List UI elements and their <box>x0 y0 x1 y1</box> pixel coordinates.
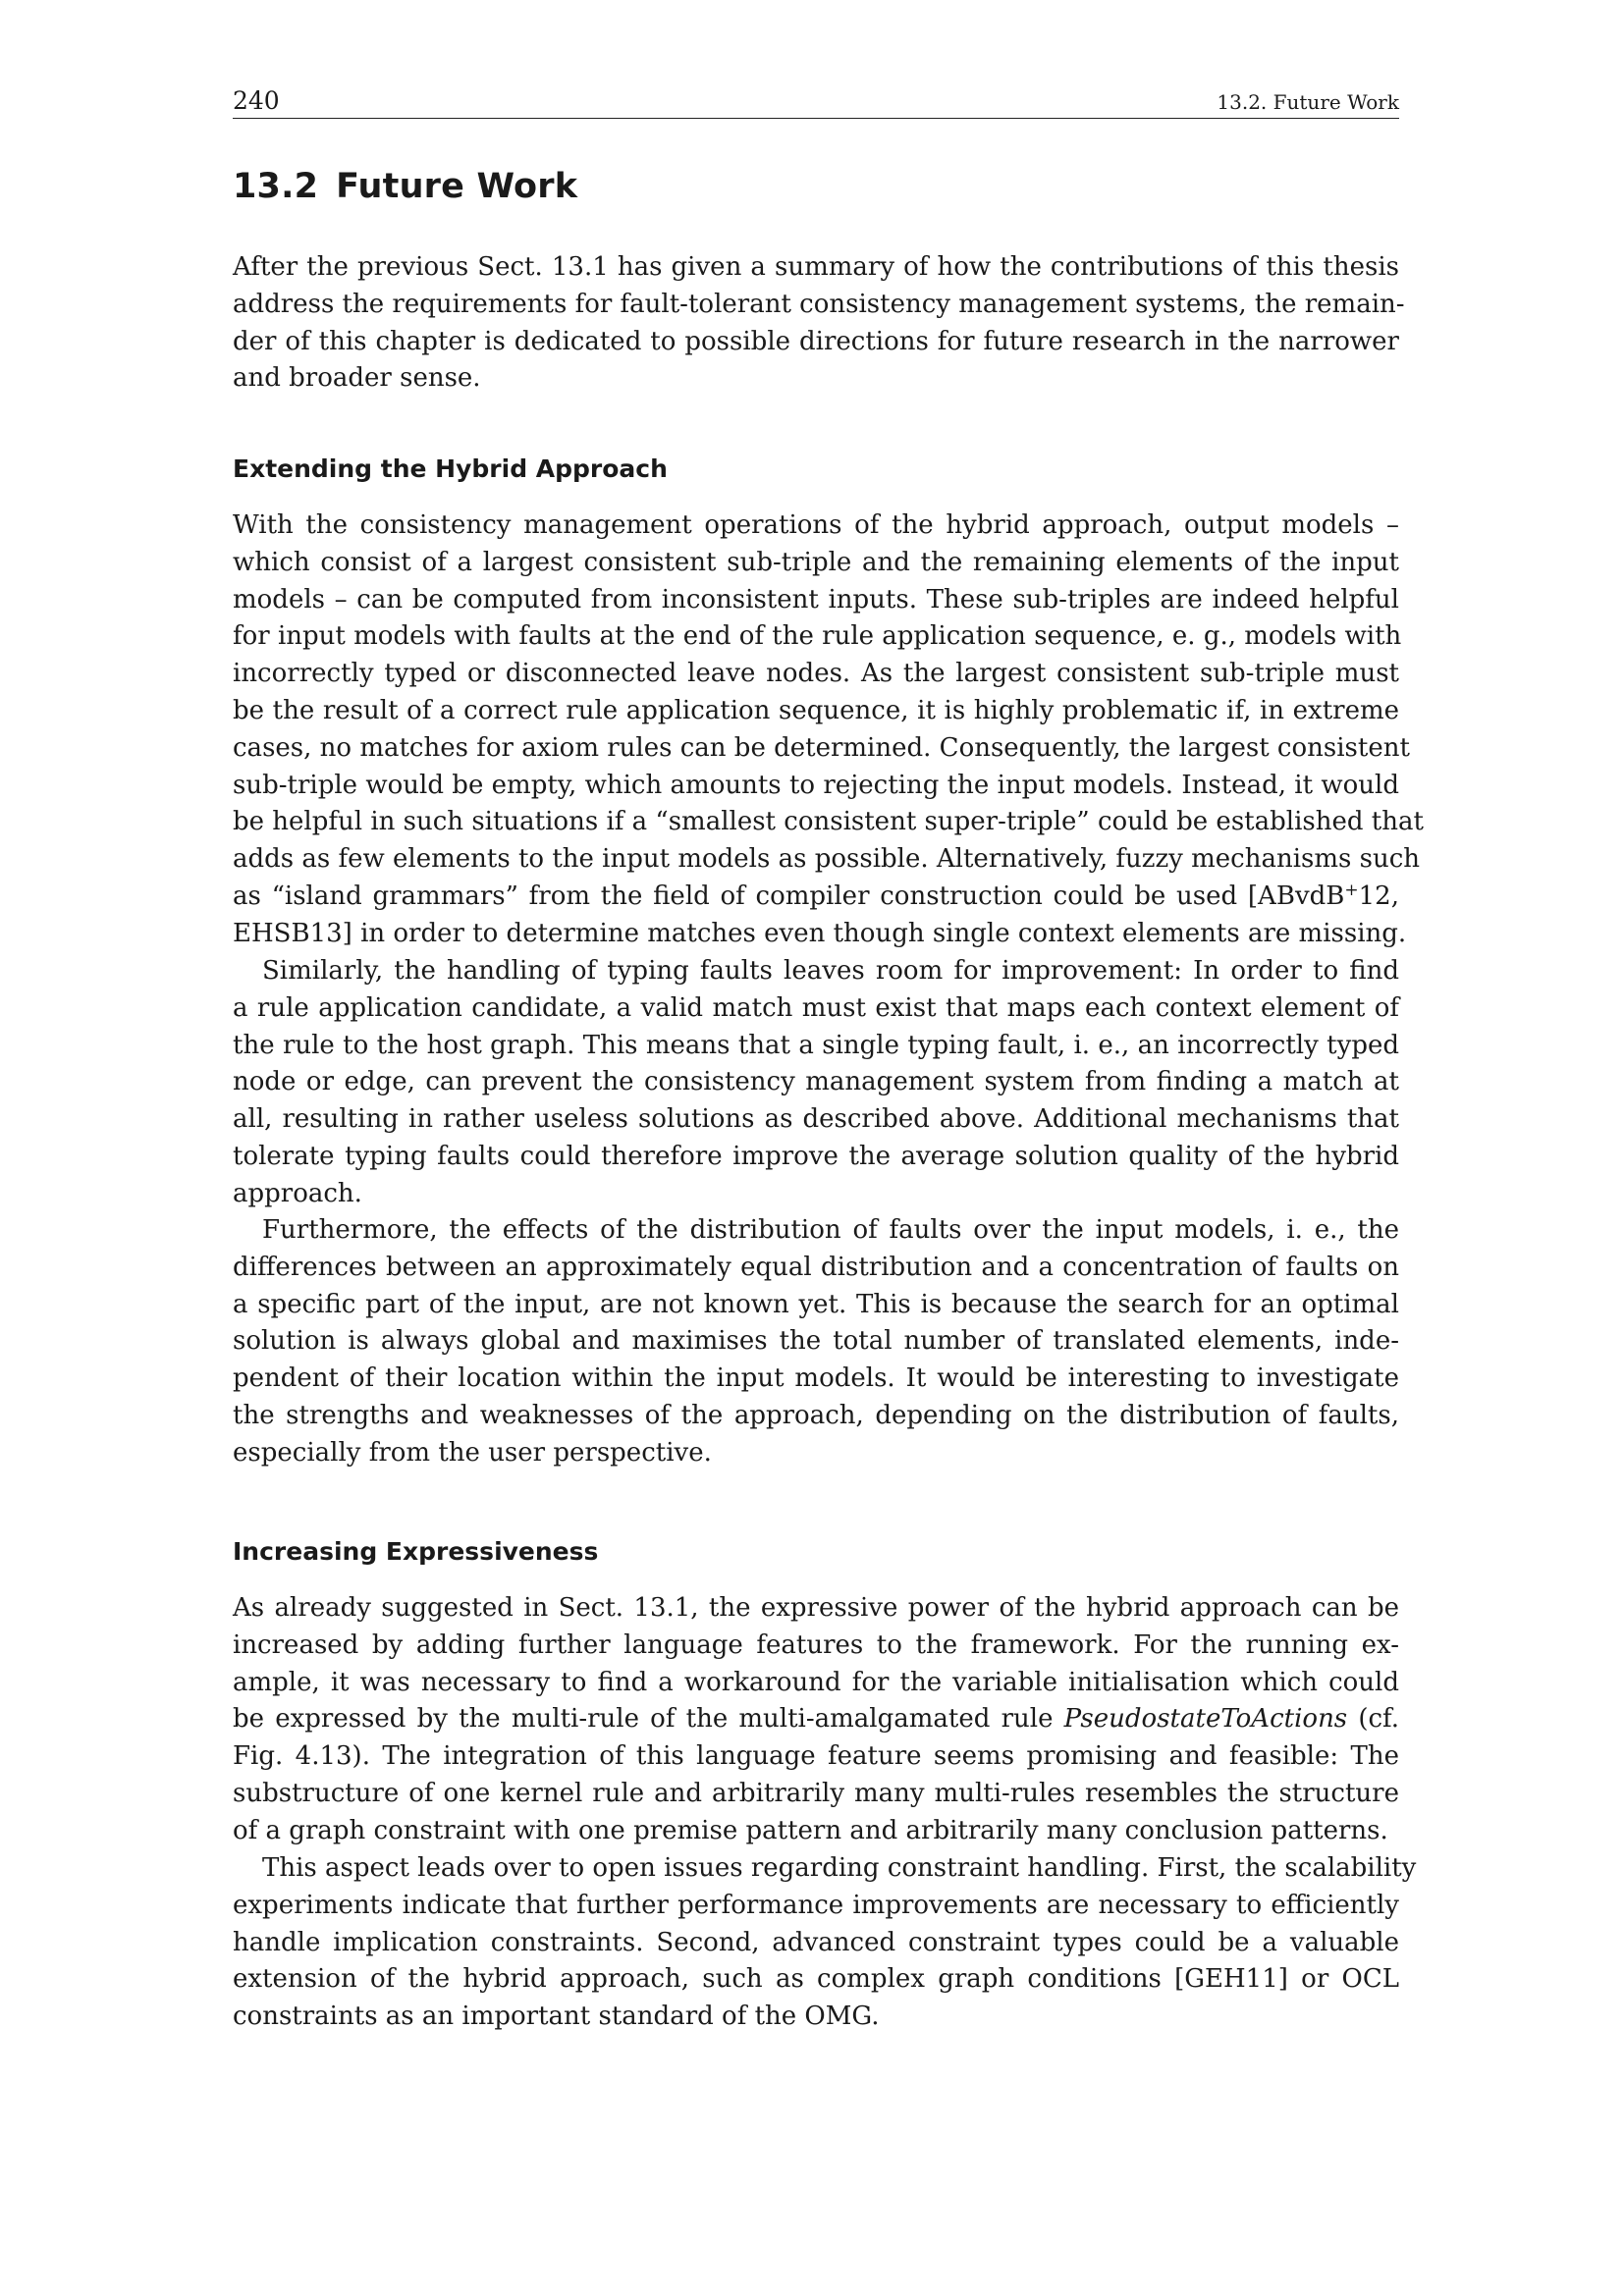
citation-superscript: + <box>1344 880 1359 900</box>
text-line: EHSB13] in order to determine matches even though single context elements are missing. <box>233 918 1407 948</box>
text-line: increased by adding further language features to the framework. For the running ex- <box>233 1629 1399 1660</box>
text-line: handle implication constraints. Second, advanced constraint types could be a valuable <box>233 1927 1399 1957</box>
text-line: pendent of their location within the input models. It would be interesting to investigate <box>233 1363 1399 1394</box>
text-line: be the result of a correct rule application sequence, it is highly problematic if, in extreme <box>233 695 1399 725</box>
text-line: approach. <box>233 1178 362 1208</box>
text-line: differences between an approximately equal distribution and a concentration of faults on <box>233 1252 1399 1282</box>
expressiveness-paragraph-2 <box>233 1850 1417 2036</box>
section-heading <box>233 167 577 206</box>
text-line: After the previous Sect. 13.1 has given a summary of how the contributions of this thesis <box>233 252 1399 282</box>
text-line: adds as few elements to the input models as possible. Alternatively, fuzzy mechanisms such <box>233 844 1421 875</box>
text-line: sub-triple would be empty, which amounts to rejecting the input models. Instead, it would <box>233 770 1399 800</box>
text-line: Fig. 4.13). The integration of this language feature seems promising and feasible: The <box>233 1741 1399 1772</box>
text-line: of a graph constraint with one premise pattern and arbitrarily many conclusion patterns. <box>233 1815 1388 1845</box>
citation-line-end: 12, <box>1358 881 1399 911</box>
text-line: for input models with faults at the end of the rule application sequence, e. g., models with <box>233 621 1402 652</box>
section-number: 13.2 <box>233 167 319 206</box>
hybrid-paragraph-3 <box>233 1212 1399 1472</box>
text-line: the strengths and weaknesses of the approach, depending on the distribution of faults, <box>233 1400 1399 1430</box>
text-line: the rule to the host graph. This means that a single typing fault, i. e., an incorrectly typed <box>233 1030 1399 1060</box>
rule-name: PseudostateToActions <box>1063 1704 1348 1735</box>
section-title: Future Work <box>336 167 578 206</box>
running-header <box>233 86 1399 119</box>
text-line: all, resulting in rather useless solutions as described above. Additional mechanisms that <box>233 1104 1399 1135</box>
text-line: As already suggested in Sect. 13.1, the expressive power of the hybrid approach can be <box>233 1593 1399 1623</box>
text-line: solution is always global and maximises the total number of translated elements, inde- <box>233 1326 1399 1357</box>
text-line: tolerate typing faults could therefore improve the average solution quality of the hybrid <box>233 1141 1399 1171</box>
subsection-heading-hybrid: Extending the Hybrid Approach <box>233 454 668 483</box>
text-line: This aspect leads over to open issues regarding constraint handling. First, the scalability <box>262 1853 1417 1883</box>
text-line: Similarly, the handling of typing faults leaves room for improvement: In order to find <box>262 956 1399 986</box>
text-line: a rule application candidate, a valid match must exist that maps each context element of <box>233 992 1399 1023</box>
text-line: constraints as an important standard of the OMG. <box>233 2002 880 2032</box>
text-line: which consist of a largest consistent sub-triple and the remaining elements of the input <box>233 547 1399 577</box>
text-line: incorrectly typed or disconnected leave nodes. As the largest consistent sub-triple must <box>233 659 1399 689</box>
text-line: substructure of one kernel rule and arbitrarily many multi-rules resembles the structure <box>233 1778 1399 1808</box>
text-line-with-citation <box>233 879 1399 916</box>
text-line: ample, it was necessary to find a workaround for the variable initialisation which could <box>233 1667 1399 1697</box>
hybrid-paragraph-2 <box>233 953 1399 1213</box>
text-line: models – can be computed from inconsistent inputs. These sub-triples are indeed helpful <box>233 584 1399 614</box>
text-line: node or edge, can prevent the consistency management system from finding a match at <box>233 1067 1399 1097</box>
rule-line-end: (cf. <box>1347 1704 1399 1735</box>
hybrid-paragraph-1 <box>233 507 1424 953</box>
text-line-with-rule-name <box>233 1701 1399 1738</box>
citation-line-start: as “island grammars” from the field of compiler construction could be used [ABvdB <box>233 881 1345 911</box>
text-line: especially from the user perspective. <box>233 1437 712 1468</box>
page-number: 240 <box>233 86 280 115</box>
text-line: address the requirements for fault-tolerant consistency management systems, the remain- <box>233 289 1405 319</box>
running-section-label: 13.2. Future Work <box>1217 90 1399 114</box>
subsection-heading-expressiveness: Increasing Expressiveness <box>233 1537 599 1566</box>
text-line: be helpful in such situations if a “smallest consistent super-triple” could be established that <box>233 807 1424 837</box>
rule-line-start: be expressed by the multi-rule of the multi-amalgamated rule <box>233 1704 1064 1735</box>
text-line: With the consistency management operations of the hybrid approach, output models – <box>233 510 1399 540</box>
text-line: experiments indicate that further performance improvements are necessary to efficiently <box>233 1890 1399 1920</box>
text-line: Furthermore, the effects of the distribution of faults over the input models, i. e., the <box>262 1215 1399 1245</box>
text-line: a specific part of the input, are not known yet. This is because the search for an optimal <box>233 1289 1399 1319</box>
text-line: cases, no matches for axiom rules can be determined. Consequently, the largest consistent <box>233 732 1410 763</box>
text-line: der of this chapter is dedicated to possible directions for future research in the narrower <box>233 326 1399 356</box>
intro-paragraph <box>233 249 1405 398</box>
expressiveness-paragraph-1 <box>233 1590 1399 1850</box>
text-line: and broader sense. <box>233 363 481 394</box>
text-line: extension of the hybrid approach, such as complex graph conditions [GEH11] or OCL <box>233 1964 1399 1995</box>
